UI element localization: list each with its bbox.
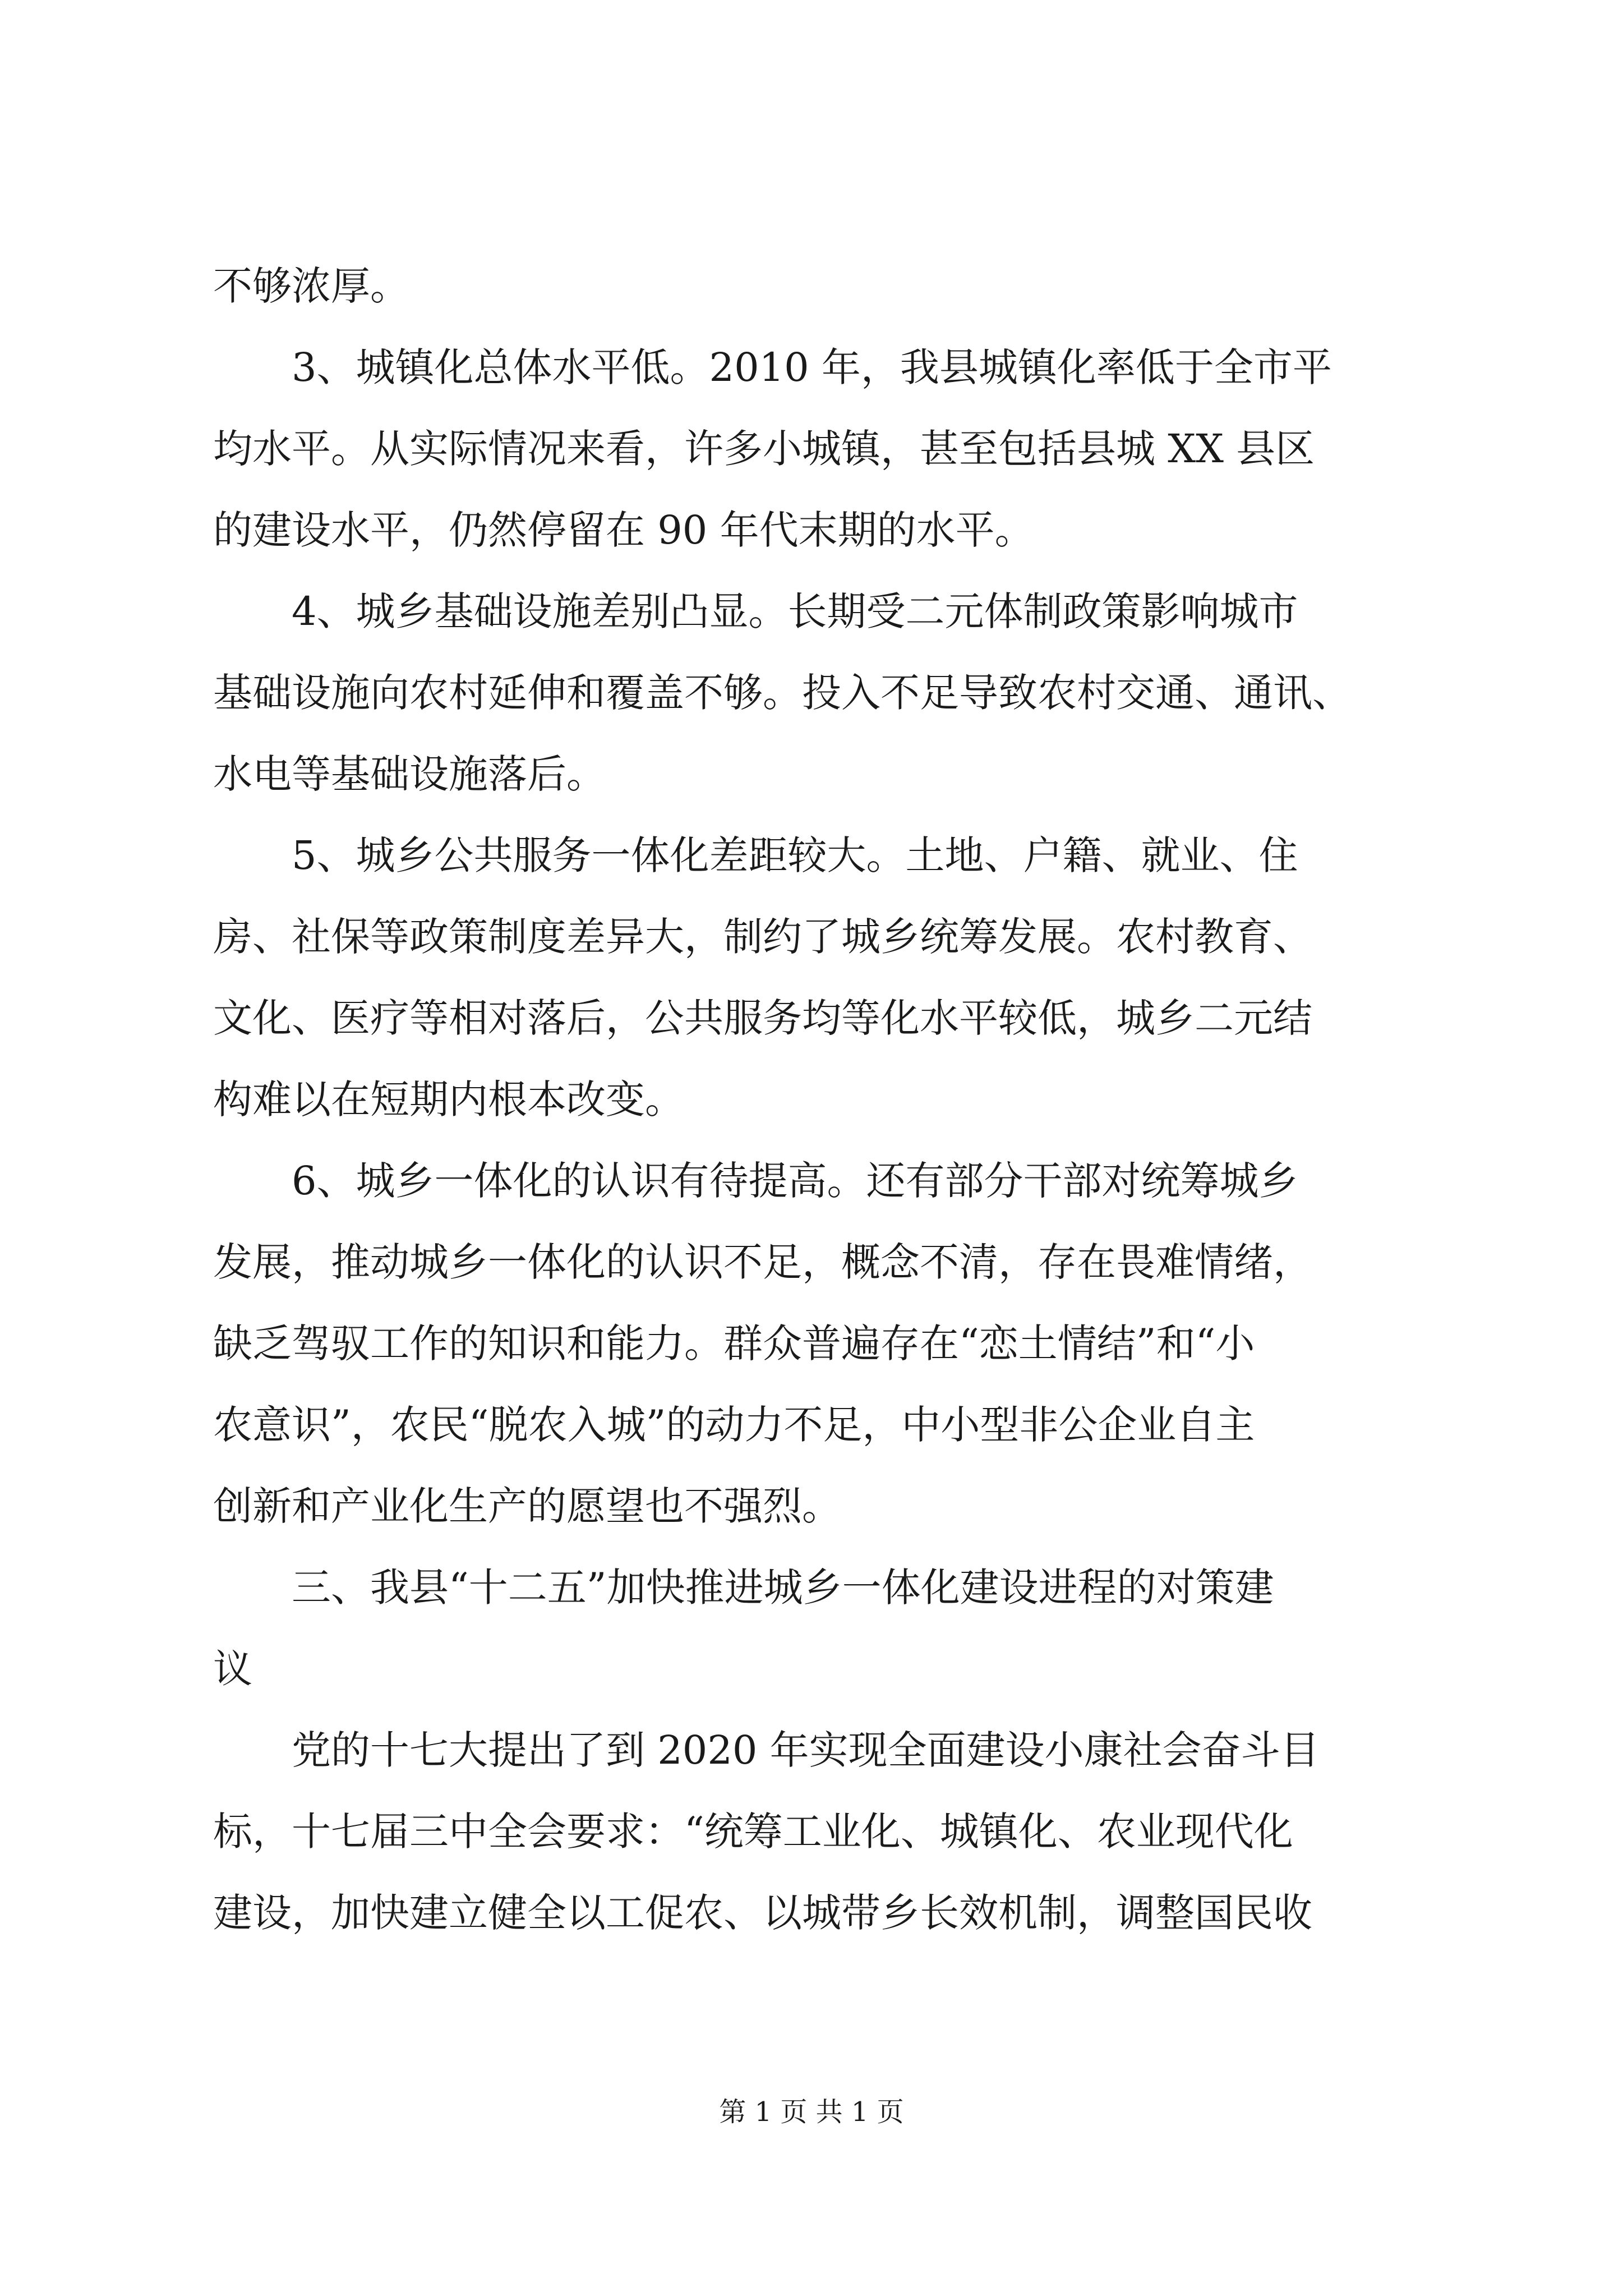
text-line: 文化、医疗等相对落后，公共服务均等化水平较低，城乡二元结 (213, 995, 1312, 1041)
text-line: 4、城乡基础设施差别凸显。长期受二元体制政策影响城市 (292, 588, 1298, 634)
text-line: 缺乏驾驭工作的知识和能力。群众普遍存在“恋土情结”和“小 (213, 1320, 1255, 1366)
text-line: 农意识”，农民“脱农入城”的动力不足，中小型非公企业自主 (213, 1402, 1255, 1448)
text-line: 5、城乡公共服务一体化差距较大。土地、户籍、就业、住 (292, 832, 1298, 878)
text-line: 党的十七大提出了到 2020 年实现全面建设小康社会奋斗目 (292, 1727, 1320, 1773)
text-line: 构难以在短期内根本改变。 (213, 1076, 684, 1122)
section-heading: 三、我县“十二五”加快推进城乡一体化建设进程的对策建 (292, 1565, 1274, 1611)
text-line: 均水平。从实际情况来看，许多小城镇，甚至包括县城 XX 县区 (213, 426, 1315, 472)
page-footer: 第 1 页 共 1 页 (719, 2096, 904, 2128)
text-line: 建设，加快建立健全以工促农、以城带乡长效机制，调整国民收 (213, 1890, 1312, 1936)
text-line: 6、城乡一体化的认识有待提高。还有部分干部对统筹城乡 (292, 1158, 1298, 1204)
text-line: 房、社保等政策制度差异大，制约了城乡统筹发展。农村教育、 (213, 914, 1312, 960)
text-line: 水电等基础设施落后。 (213, 751, 606, 797)
text-line: 发展，推动城乡一体化的认识不足，概念不清，存在畏难情绪， (213, 1239, 1312, 1285)
text-line: 创新和产业化生产的愿望也不强烈。 (213, 1483, 841, 1529)
section-heading-continued: 议 (213, 1646, 252, 1692)
text-line: 标，十七届三中全会要求：“统筹工业化、城镇化、农业现代化 (213, 1809, 1293, 1855)
text-line: 3、城镇化总体水平低。2010 年，我县城镇化率低于全市平 (292, 344, 1332, 390)
text-line: 基础设施向农村延伸和覆盖不够。投入不足导致农村交通、通讯、 (213, 670, 1352, 716)
document-body (213, 258, 1424, 1966)
text-line: 的建设水平，仍然停留在 90 年代末期的水平。 (213, 507, 1034, 553)
text-line: 不够浓厚。 (213, 263, 409, 309)
